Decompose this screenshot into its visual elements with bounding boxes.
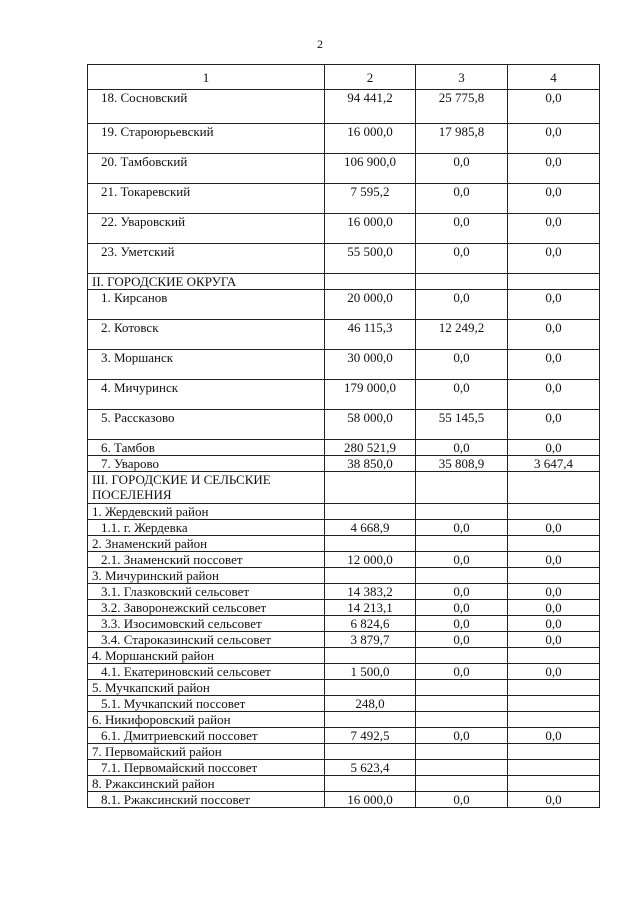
row-value-col3 (416, 274, 508, 290)
row-value-col2: 280 521,9 (325, 440, 416, 456)
table-row (88, 680, 600, 696)
row-value-col4: 0,0 (508, 124, 600, 154)
row-name-cell: 3.3. Изосимовский сельсовет (88, 616, 325, 632)
row-value-col4: 0,0 (508, 632, 600, 648)
row-name-cell: 21. Токаревский (88, 184, 325, 214)
row-value-col3: 25 775,8 (416, 90, 508, 124)
row-value-col2: 4 668,9 (325, 520, 416, 536)
table-row (88, 584, 600, 600)
row-name-cell: 3.4. Староказинский сельсовет (88, 632, 325, 648)
row-name-cell: 1. Кирсанов (88, 290, 325, 320)
row-value-col4: 0,0 (508, 290, 600, 320)
table-row (88, 504, 600, 520)
row-value-col4: 0,0 (508, 440, 600, 456)
table-row (88, 776, 600, 792)
row-name-cell: 3. Моршанск (88, 350, 325, 380)
row-value-col3: 0,0 (416, 520, 508, 536)
row-name-cell: III. ГОРОДСКИЕ И СЕЛЬСКИЕ ПОСЕЛЕНИЯ (88, 472, 325, 504)
row-value-col2: 179 000,0 (325, 380, 416, 410)
row-value-col4: 3 647,4 (508, 456, 600, 472)
row-name-cell: 8. Ржаксинский район (88, 776, 325, 792)
row-value-col3: 55 145,5 (416, 410, 508, 440)
row-value-col3: 0,0 (416, 584, 508, 600)
column-header-2: 2 (325, 65, 416, 90)
row-name-cell: 7.1. Первомайский поссовет (88, 760, 325, 776)
table-row (88, 214, 600, 244)
table-row (88, 290, 600, 320)
row-value-col4: 0,0 (508, 792, 600, 808)
table-row (88, 664, 600, 680)
row-value-col2: 16 000,0 (325, 792, 416, 808)
table-row (88, 244, 600, 274)
row-value-col2 (325, 744, 416, 760)
row-value-col2: 5 623,4 (325, 760, 416, 776)
row-value-col4: 0,0 (508, 350, 600, 380)
row-value-col3: 0,0 (416, 632, 508, 648)
row-name-cell: 19. Староюрьевский (88, 124, 325, 154)
row-value-col4 (508, 680, 600, 696)
row-value-col3: 0,0 (416, 792, 508, 808)
row-name-cell: 4.1. Екатериновский сельсовет (88, 664, 325, 680)
row-name-cell: 2.1. Знаменский поссовет (88, 552, 325, 568)
row-value-col4 (508, 274, 600, 290)
row-value-col2: 58 000,0 (325, 410, 416, 440)
row-value-col3: 0,0 (416, 350, 508, 380)
row-name-cell: 6.1. Дмитриевский поссовет (88, 728, 325, 744)
column-header-1: 1 (88, 65, 325, 90)
table-row (88, 154, 600, 184)
row-value-col4: 0,0 (508, 380, 600, 410)
table-row (88, 760, 600, 776)
row-value-col3: 17 985,8 (416, 124, 508, 154)
row-value-col2: 55 500,0 (325, 244, 416, 274)
row-name-cell: 22. Уваровский (88, 214, 325, 244)
row-name-cell: 4. Мичуринск (88, 380, 325, 410)
row-value-col2 (325, 504, 416, 520)
row-value-col3 (416, 744, 508, 760)
column-header-3: 3 (416, 65, 508, 90)
row-value-col2: 16 000,0 (325, 214, 416, 244)
row-value-col4 (508, 696, 600, 712)
row-value-col3: 0,0 (416, 440, 508, 456)
row-value-col2: 14 213,1 (325, 600, 416, 616)
table-row (88, 632, 600, 648)
row-value-col3 (416, 472, 508, 504)
row-name-cell: 18. Сосновский (88, 90, 325, 124)
row-name-cell: 5. Рассказово (88, 410, 325, 440)
row-value-col2: 248,0 (325, 696, 416, 712)
row-value-col3: 0,0 (416, 244, 508, 274)
table-row (88, 274, 600, 290)
row-value-col3: 0,0 (416, 214, 508, 244)
row-name-cell: II. ГОРОДСКИЕ ОКРУГА (88, 274, 325, 290)
row-value-col4: 0,0 (508, 154, 600, 184)
row-value-col4: 0,0 (508, 214, 600, 244)
row-value-col4 (508, 504, 600, 520)
row-value-col4 (508, 712, 600, 728)
row-value-col4: 0,0 (508, 616, 600, 632)
row-value-col4: 0,0 (508, 664, 600, 680)
row-value-col2: 16 000,0 (325, 124, 416, 154)
row-name-cell: 3.1. Глазковский сельсовет (88, 584, 325, 600)
row-name-cell: 6. Никифоровский район (88, 712, 325, 728)
row-value-col2 (325, 274, 416, 290)
row-name-cell: 6. Тамбов (88, 440, 325, 456)
row-value-col3: 0,0 (416, 728, 508, 744)
row-value-col2 (325, 568, 416, 584)
allocation-table (87, 64, 600, 808)
row-value-col4: 0,0 (508, 320, 600, 350)
row-value-col3 (416, 712, 508, 728)
row-value-col4: 0,0 (508, 584, 600, 600)
row-value-col2 (325, 648, 416, 664)
row-value-col4: 0,0 (508, 600, 600, 616)
row-value-col3: 0,0 (416, 380, 508, 410)
row-name-cell: 3.2. Заворонежский сельсовет (88, 600, 325, 616)
row-value-col3 (416, 680, 508, 696)
row-name-cell: 8.1. Ржаксинский поссовет (88, 792, 325, 808)
row-value-col3: 12 249,2 (416, 320, 508, 350)
table-row (88, 456, 600, 472)
column-header-4: 4 (508, 65, 600, 90)
row-value-col2: 3 879,7 (325, 632, 416, 648)
page-number: 2 (317, 37, 323, 51)
row-value-col3 (416, 760, 508, 776)
table-row (88, 520, 600, 536)
table-row (88, 536, 600, 552)
table-row (88, 440, 600, 456)
row-value-col3: 0,0 (416, 184, 508, 214)
row-value-col3 (416, 568, 508, 584)
table-body (88, 65, 600, 808)
row-value-col2 (325, 776, 416, 792)
row-value-col4: 0,0 (508, 552, 600, 568)
table-row (88, 320, 600, 350)
row-value-col4 (508, 760, 600, 776)
table-row (88, 648, 600, 664)
row-name-cell: 23. Уметский (88, 244, 325, 274)
row-value-col4: 0,0 (508, 410, 600, 440)
row-value-col4 (508, 744, 600, 760)
row-name-cell: 2. Котовск (88, 320, 325, 350)
row-value-col2: 7 595,2 (325, 184, 416, 214)
table-row (88, 472, 600, 504)
table-row (88, 568, 600, 584)
row-value-col2: 30 000,0 (325, 350, 416, 380)
row-value-col3: 0,0 (416, 616, 508, 632)
row-value-col4: 0,0 (508, 520, 600, 536)
row-value-col3 (416, 536, 508, 552)
row-name-cell: 7. Первомайский район (88, 744, 325, 760)
table-row (88, 712, 600, 728)
row-value-col3: 35 808,9 (416, 456, 508, 472)
table-row (88, 744, 600, 760)
row-value-col3: 0,0 (416, 154, 508, 184)
table-row (88, 616, 600, 632)
row-value-col2: 46 115,3 (325, 320, 416, 350)
row-value-col2: 7 492,5 (325, 728, 416, 744)
row-value-col2: 6 824,6 (325, 616, 416, 632)
row-value-col4: 0,0 (508, 90, 600, 124)
row-name-cell: 1.1. г. Жердевка (88, 520, 325, 536)
row-name-cell: 1. Жердевский район (88, 504, 325, 520)
row-value-col4 (508, 776, 600, 792)
row-value-col2: 14 383,2 (325, 584, 416, 600)
table-row (88, 90, 600, 124)
row-value-col4: 0,0 (508, 184, 600, 214)
row-value-col3 (416, 776, 508, 792)
table-row (88, 600, 600, 616)
table-row (88, 552, 600, 568)
table-row (88, 792, 600, 808)
row-name-cell: 5. Мучкапский район (88, 680, 325, 696)
table-row (88, 380, 600, 410)
row-value-col3: 0,0 (416, 600, 508, 616)
row-value-col3: 0,0 (416, 290, 508, 320)
row-value-col4 (508, 648, 600, 664)
row-name-cell: 20. Тамбовский (88, 154, 325, 184)
row-value-col3: 0,0 (416, 552, 508, 568)
row-name-cell: 4. Моршанский район (88, 648, 325, 664)
row-value-col2 (325, 712, 416, 728)
row-value-col2: 38 850,0 (325, 456, 416, 472)
row-value-col2: 106 900,0 (325, 154, 416, 184)
table-header-row (88, 65, 600, 90)
table-row (88, 696, 600, 712)
table-row (88, 410, 600, 440)
row-value-col4 (508, 472, 600, 504)
row-value-col3 (416, 696, 508, 712)
row-name-cell: 3. Мичуринский район (88, 568, 325, 584)
row-name-cell: 5.1. Мучкапский поссовет (88, 696, 325, 712)
row-value-col4 (508, 536, 600, 552)
row-value-col2 (325, 680, 416, 696)
row-value-col2: 20 000,0 (325, 290, 416, 320)
row-name-cell: 2. Знаменский район (88, 536, 325, 552)
row-value-col2 (325, 536, 416, 552)
row-value-col4 (508, 568, 600, 584)
row-value-col2: 1 500,0 (325, 664, 416, 680)
row-value-col3 (416, 648, 508, 664)
row-value-col4: 0,0 (508, 728, 600, 744)
table-row (88, 350, 600, 380)
table-row (88, 124, 600, 154)
row-name-cell: 7. Уварово (88, 456, 325, 472)
row-value-col2: 12 000,0 (325, 552, 416, 568)
table-row (88, 184, 600, 214)
table-row (88, 728, 600, 744)
row-value-col2 (325, 472, 416, 504)
row-value-col2: 94 441,2 (325, 90, 416, 124)
row-value-col3: 0,0 (416, 664, 508, 680)
row-value-col4: 0,0 (508, 244, 600, 274)
row-value-col3 (416, 504, 508, 520)
